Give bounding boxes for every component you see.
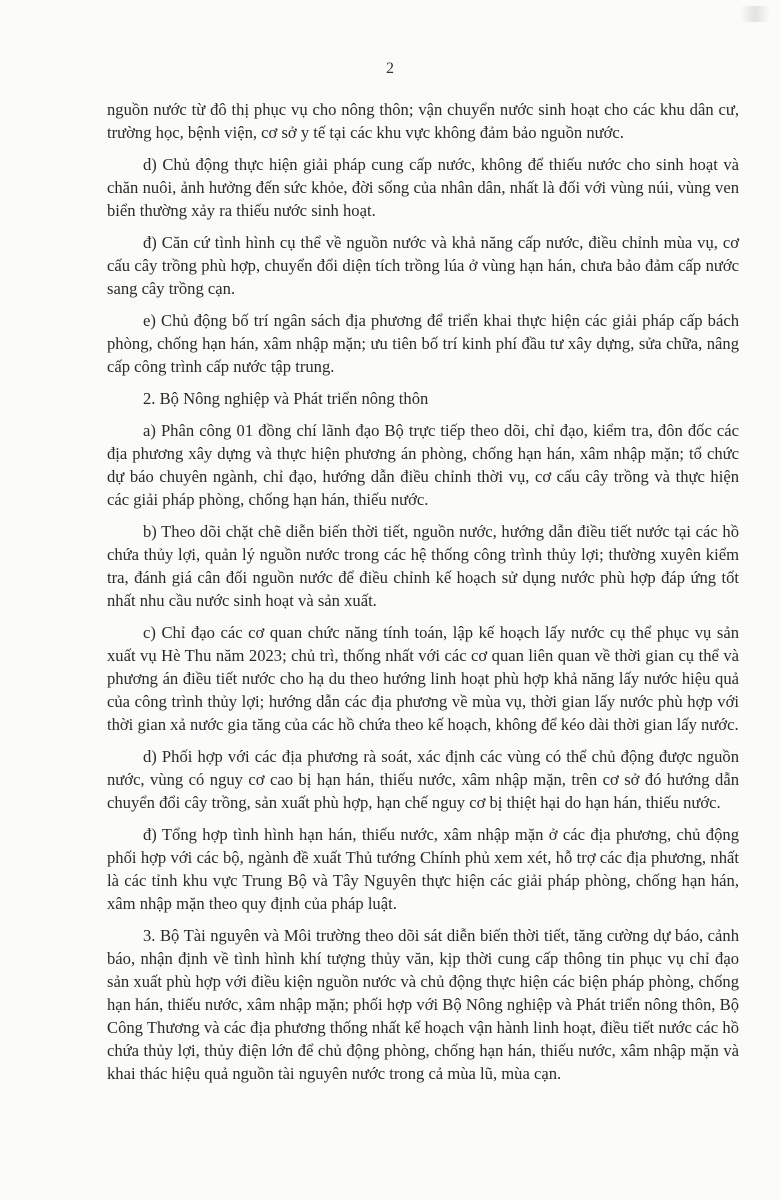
paragraph-item-b-monitor-weather: b) Theo dõi chặt chẽ diễn biến thời tiết, nguồn nước, hướng dẫn điều tiết nước tại các hồ chứa thủy lợi, quản lý nguồn nước trong các hệ thống công trình thủy lợi; thường xuyên kiểm tra, đánh giá cân đối nguồn nước để điều chỉnh kế hoạch sử dụng nước phù hợp đáp ứng tốt nhất nhu cầu nước sinh hoạt và sản xuất. xyxy=(107,522,739,610)
paragraph-item-dd-summary: đ) Tổng hợp tình hình hạn hán, thiếu nước, xâm nhập mặn ở các địa phương, chủ động phối hợp với các bộ, ngành đề xuất Thủ tướng Chính phủ xem xét, hỗ trợ các địa phương, nhất là các tỉnh khu vực Trung Bộ và Tây Nguyên thực hiện các giải pháp phòng, chống hạn hán, xâm nhập mặn theo quy định của pháp luật. xyxy=(107,825,739,913)
paragraph-item-e-budget: e) Chủ động bố trí ngân sách địa phương để triển khai thực hiện các giải pháp cấp bách phòng, chống hạn hán, xâm nhập mặn; ưu tiên bố trí kinh phí đầu tư xây dựng, sửa chữa, nâng cấp công trình cấp nước tập trung. xyxy=(107,311,739,376)
paragraph-item-d-water-supply: d) Chủ động thực hiện giải pháp cung cấp nước, không để thiếu nước cho sinh hoạt và chăn nuôi, ảnh hưởng đến sức khỏe, đời sống của nhân dân, nhất là đối với vùng núi, vùng ven biển thường xảy ra thiếu nước sinh hoạt. xyxy=(107,155,739,220)
paragraph-item-c-water-plan: c) Chỉ đạo các cơ quan chức năng tính toán, lập kế hoạch lấy nước cụ thể phục vụ sản xuất vụ Hè Thu năm 2023; chủ trì, thống nhất với các cơ quan liên quan về thời gian cụ thể và phương án điều tiết nước cho hạ du theo hướng linh hoạt phù hợp khả năng lấy nước hiệu quả của công trình thủy lợi; hướng dẫn các địa phương về mùa vụ, thời gian lấy nước phù hợp với thời gian xả nước gia tăng của các hồ chứa theo kế hoạch, không để kéo dài thời gian lấy nước. xyxy=(107,623,739,734)
document-body xyxy=(107,98,739,1094)
paragraph-item-d-coordinate-localities: d) Phối hợp với các địa phương rà soát, xác định các vùng có thể chủ động được nguồn nước, vùng có nguy cơ cao bị hạn hán, thiếu nước, xâm nhập mặn, trên cơ sở đó hướng dẫn chuyển đổi cây trồng, sản xuất phù hợp, hạn chế nguy cơ bị thiệt hại do hạn hán, thiếu nước. xyxy=(107,747,739,812)
paragraph-item-dd-crop-adjustment: đ) Căn cứ tình hình cụ thể về nguồn nước và khả năng cấp nước, điều chỉnh mùa vụ, cơ cấu cây trồng phù hợp, chuyển đổi diện tích trồng lúa ở vùng hạn hán, chưa bảo đảm cấp nước sang cây trồng cạn. xyxy=(107,233,739,298)
paragraph-item-a-assign-leader: a) Phân công 01 đồng chí lãnh đạo Bộ trực tiếp theo dõi, chỉ đạo, kiểm tra, đôn đốc các địa phương xây dựng và thực hiện phương án phòng, chống hạn hán, xâm nhập mặn; tổ chức dự báo chuyên ngành, chỉ đạo, hướng dẫn điều chỉnh thời vụ, cơ cấu cây trồng và thực hiện các giải pháp phòng, chống hạn hán, thiếu nước. xyxy=(107,421,739,509)
page-number: 2 xyxy=(386,60,394,77)
paragraph-continuation: nguồn nước từ đô thị phục vụ cho nông thôn; vận chuyển nước sinh hoạt cho các khu dân cư, trường học, bệnh viện, cơ sở y tế tại các khu vực không đảm bảo nguồn nước. xyxy=(107,100,739,142)
section-heading-ministry-agriculture: 2. Bộ Nông nghiệp và Phát triển nông thôn xyxy=(143,389,429,408)
section-ministry-environment: 3. Bộ Tài nguyên và Môi trường theo dõi sát diễn biến thời tiết, tăng cường dự báo, cảnh báo, nhận định về tình hình khí tượng thủy văn, kịp thời cung cấp thông tin phục vụ chỉ đạo sản xuất phù hợp với điều kiện nguồn nước và chủ động thực hiện các biện pháp phòng, chống hạn hán, thiếu nước, xâm nhập mặn; phối hợp với Bộ Nông nghiệp và Phát triển nông thôn, Bộ Công Thương và các địa phương thống nhất kế hoạch vận hành linh hoạt, điều tiết nước các hồ chứa thủy lợi, thủy điện lớn để chủ động phòng, chống hạn hán, thiếu nước, xâm nhập mặn và khai thác hiệu quả nguồn tài nguyên nước trong cả mùa lũ, mùa cạn. xyxy=(107,926,739,1083)
scan-artifact xyxy=(740,6,770,22)
